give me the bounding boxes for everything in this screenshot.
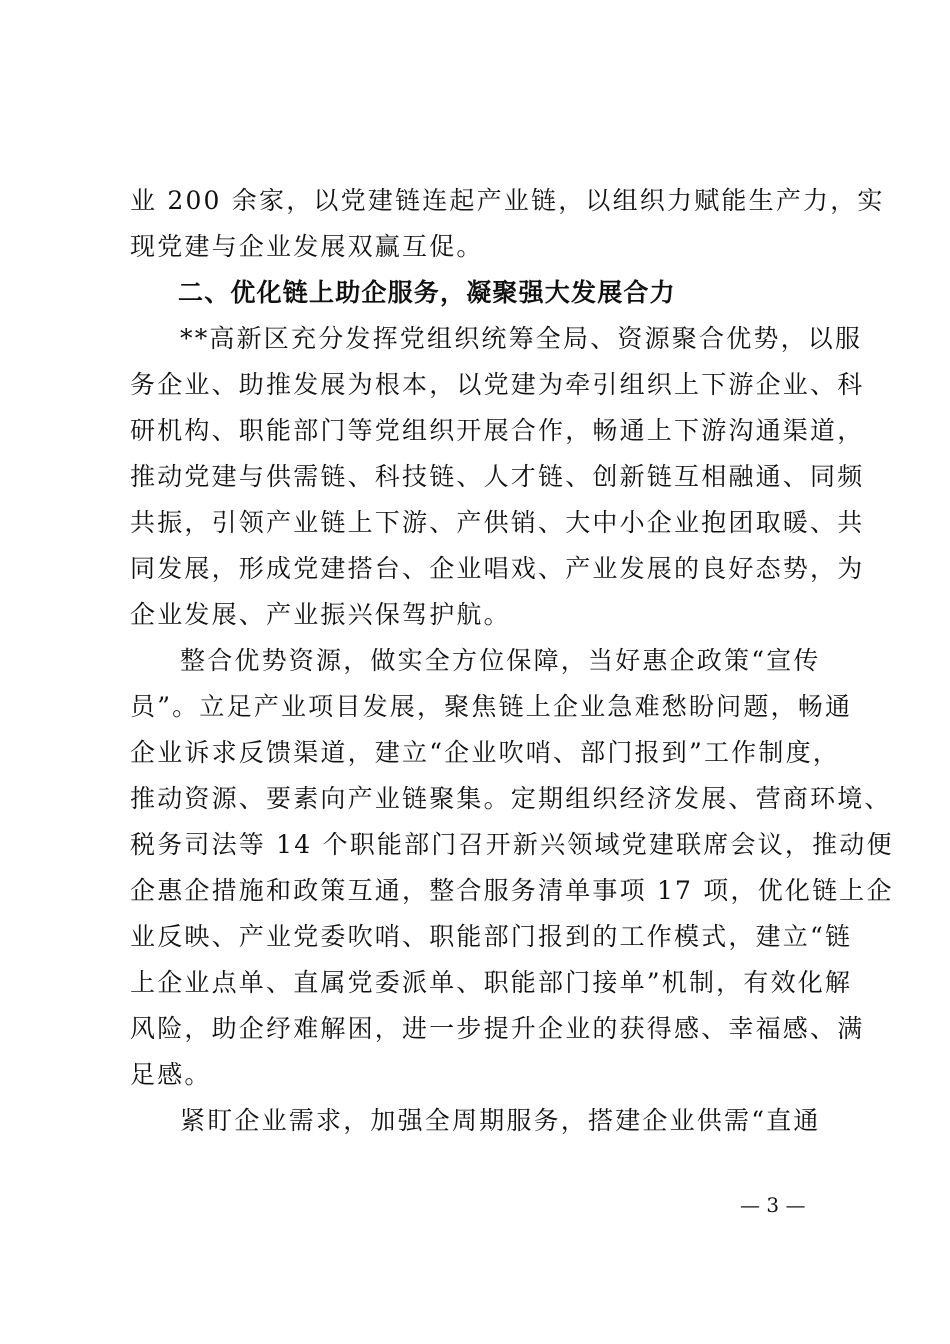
- text-line-2: 现党建与企业发展双赢互促。: [130, 232, 484, 261]
- text-line-1: 业 200 余家，以党建链连起产业链，以组织力赋能生产力，实: [130, 186, 885, 215]
- text-line-9: 同发展，形成党建搭台、企业唱戏、产业发展的良好态势，为: [130, 554, 865, 583]
- text-line-14: 推动资源、要素向产业链聚集。定期组织经济发展、营商环境、: [130, 784, 892, 813]
- text-line-17: 业反映、产业党委吹哨、职能部门报到的工作模式，建立“链: [130, 922, 853, 951]
- text-line-20: 足感。: [130, 1060, 212, 1089]
- text-line-12: 员”。立足产业项目发展，聚焦链上企业急难愁盼问题，畅通: [130, 692, 853, 721]
- page-number: — 3 —: [740, 1193, 806, 1217]
- text-line-16: 企惠企措施和政策互通，整合服务清单事项 17 项，优化链上企: [130, 876, 894, 905]
- text-line-15: 税务司法等 14 个职能部门召开新兴领域党建联席会议，推动便: [130, 830, 894, 859]
- text-line-7: 推动党建与供需链、科技链、人才链、创新链互相融通、同频: [130, 462, 865, 491]
- text-line-8: 共振，引领产业链上下游、产供销、大中小企业抱团取暖、共: [130, 508, 865, 537]
- text-line-5: 务企业、助推发展为根本，以党建为牵引组织上下游企业、科: [130, 370, 865, 399]
- text-line-18: 上企业点单、直属党委派单、职能部门接单”机制，有效化解: [130, 968, 853, 997]
- text-line-13: 企业诉求反馈渠道，建立“企业吹哨、部门报到”工作制度，: [130, 738, 840, 767]
- text-line-10: 企业发展、产业振兴保驾护航。: [130, 600, 511, 629]
- paragraph-start-line: 整合优势资源，做实全方位保障，当好惠企政策“宣传: [180, 646, 821, 675]
- paragraph-start-line: **高新区充分发挥党组织统筹全局、资源聚合优势，以服: [180, 324, 863, 353]
- text-line-6: 研机构、职能部门等党组织开展合作，畅通上下游沟通渠道，: [130, 416, 865, 445]
- text-line-19: 风险，助企纾难解困，进一步提升企业的获得感、幸福感、满: [130, 1014, 865, 1043]
- section-heading: 二、优化链上助企服务，凝聚强大发展合力: [178, 278, 676, 307]
- paragraph-start-line: 紧盯企业需求，加强全周期服务，搭建企业供需“直通: [180, 1106, 821, 1135]
